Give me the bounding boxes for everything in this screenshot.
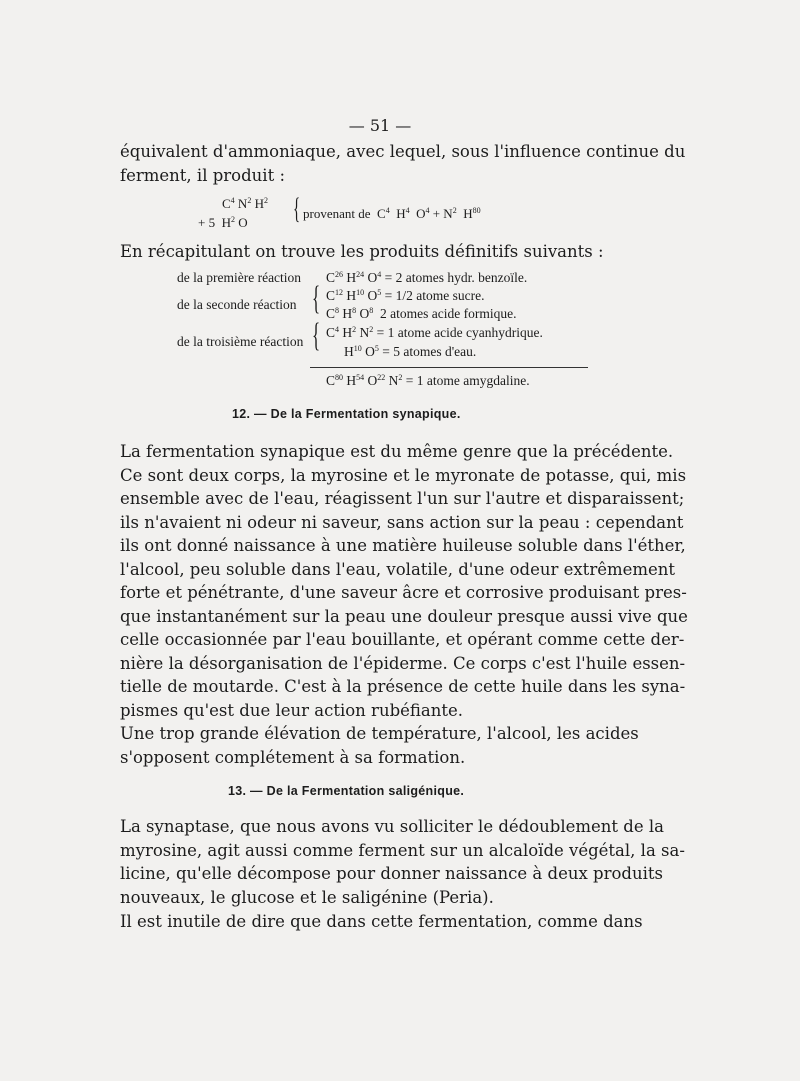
paragraph-final: Il est inutile de dire que dans cette fermentation, comme dans [120,912,643,931]
formula-provenance: provenant de $C^4$ $H^4$ $O^4 + N^2$ $H^{80}$ [303,206,481,221]
paragraph-temperature: Une trop grande élévation de température, l'alcool, les acides s'opposent complétement à sa formation. [120,724,639,767]
paragraph-intro [120,140,686,187]
brace-symbol: { [312,280,321,317]
section-heading-12: 12. — De la Fermentation synapique. [232,407,461,421]
recap-third-formula-b: $H^{10}$ $O^5 = 5$ atomes d'eau. [344,344,477,359]
recap-second-formula-b: $C^8$ $H^8$ $O^8$ 2 atomes acide formique. [326,306,517,321]
paragraph-synapique: La fermentation synapique est du même genre que la précédente. Ce sont deux corps, la myrosine et le myronate de potasse, qui, mis ensemble avec de l'eau, réagissent l'un sur l'autre et disparaissent; ils n'avaient ni odeur ni saveur, sans action sur la peau : cependant ils ont donné naissance à une matière huileuse soluble dans l'éther, l'alcool, peu soluble dans l'eau, volatile, d'une odeur extrêmement forte et pénétrante, d'une saveur âcre et corrosive produisant pres- que instantanément sur la peau une douleur presque aussi vive que celle occasionnée par l'eau bouillante, et opérant comme cette der- nière la désorganisation de l'épiderme. Ce corps c'est l'huile essen- tielle de moutarde. C'est à la présence de cette huile dans les syna- pismes qu'est due leur action rubéfiante. [120,442,688,720]
paragraph-saligenique: La synaptase, que nous avons vu solliciter le dédoublement de la myrosine, agit aussi comme ferment sur un alcaloïde végétal, la sa- licine, qu'elle décompose pour donner naissance à deux produits nouveaux, le glucose et le saligénine (Peria). [120,817,685,907]
section-heading-13: 13. — De la Fermentation saligénique. [228,784,465,798]
recap-first-formula: $C^{26}$ $H^{24}$ $O^4 = 2$ atomes hydr. benzoïle. [326,270,528,285]
formula-row-1: $C^4$ $N^2$ $H^2$ [222,196,268,211]
recap-intro: En récapitulant on trouve les produits définitifs suivants : [120,242,604,261]
recap-second-label: de la seconde réaction [177,297,297,312]
formula-row-2: + 5 $H^2$ O [198,215,248,230]
recap-first-label: de la première réaction [177,270,302,285]
brace-symbol: { [293,192,301,225]
recap-total: $C^{80}$ $H^{54}$ $O^{22}$ $N^2 = 1$ atome amygdaline. [326,373,530,388]
recap-second-formula-a: $C^{12}$ $H^{10}$ $O^5 = 1/2$ atome sucre. [326,288,485,303]
brace-symbol: { [312,317,321,354]
text-line: équivalent d'ammoniaque, avec lequel, sous l'influence continue du [120,142,686,161]
sum-rule [310,367,588,368]
page-number: — 51 — [348,116,412,135]
recap-third-formula-a: $C^4$ $H^2$ $N^2 = 1$ atome acide cyanhydrique. [326,325,543,340]
text-line: ferment, il produit : [120,165,285,185]
recap-third-label: de la troisième réaction [177,334,304,349]
